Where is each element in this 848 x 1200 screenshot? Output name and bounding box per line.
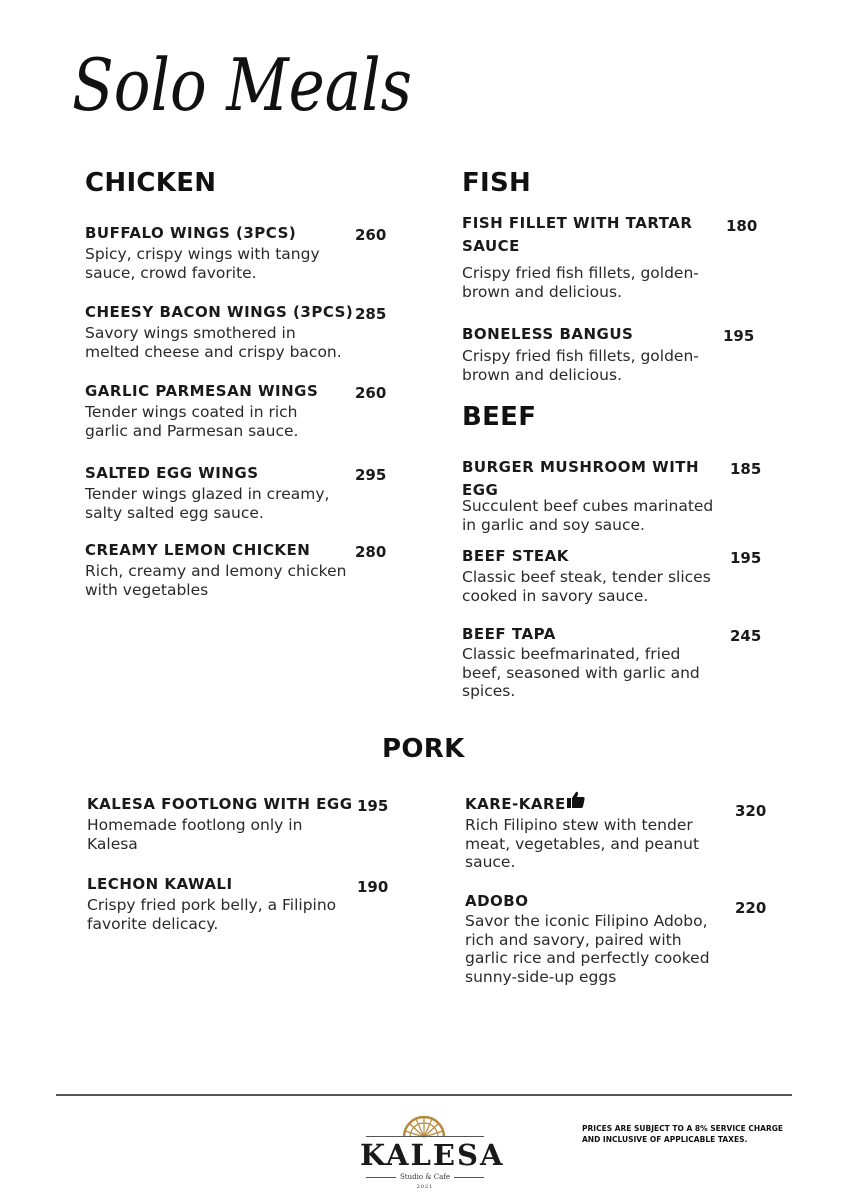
menu-item-name: BEEF TAPA [462,625,556,643]
menu-item-description: Tender wings coated in rich garlic and Parmesan sauce. [85,403,299,440]
menu-item-price: 245 [730,627,762,645]
menu-item-name: CHEESY BACON WINGS (3PCS) [85,303,354,321]
footer-divider [56,1094,792,1096]
menu-item-name: KALESA FOOTLONG WITH EGG [87,795,353,813]
menu-item-name: BUFFALO WINGS (3PCS) [85,224,297,242]
menu-item-name: BURGER MUSHROOM WITH EGG [462,458,700,499]
menu-item-description: Homemade footlong only in Kalesa [87,816,303,853]
menu-item-description: Succulent beef cubes marinated in garlic and soy sauce. [462,497,714,534]
menu-item-description: Classic beef steak, tender slices cooked in savory sauce. [462,568,711,605]
section-heading-beef: BEEF [462,402,537,432]
section-heading-chicken: CHICKEN [85,168,217,198]
menu-item-name: FISH FILLET WITH TARTAR SAUCE [462,214,693,255]
menu-item-description: Tender wings glazed in creamy, salty salted egg sauce. [85,485,330,522]
menu-item-price: 185 [730,460,762,478]
menu-item-price: 195 [357,797,389,815]
menu-item-price: 320 [735,802,767,820]
menu-item-description: Classic beefmarinated, fried beef, seasoned with garlic and spices. [462,645,700,700]
logo-subtitle: Studio & Cafe [400,1173,450,1181]
menu-item-name: BONELESS BANGUS [462,325,634,343]
menu-item-price: 195 [723,327,755,345]
logo-rule [366,1136,484,1137]
menu-item-price: 180 [726,217,758,235]
menu-item-price: 260 [355,226,387,244]
svg-text:Solo Meals: Solo Meals [72,43,412,127]
section-heading-fish: FISH [462,168,532,198]
menu-item-description: Spicy, crispy wings with tangy sauce, crowd favorite. [85,245,320,282]
logo-rule [454,1177,484,1178]
menu-item-description: Crispy fried fish fillets, golden- brown and delicious. [462,347,699,384]
menu-item-description: Savor the iconic Filipino Adobo, rich and savory, paired with garlic rice and perfectly cooked sunny-side-up eggs [465,912,710,986]
logo-year: 2021 [416,1184,434,1190]
menu-item-name: BEEF STEAK [462,547,569,565]
menu-item-price: 280 [355,543,387,561]
menu-item-price: 190 [357,878,389,896]
menu-item-name: CREAMY LEMON CHICKEN [85,541,311,559]
menu-item-name: SALTED EGG WINGS [85,464,259,482]
section-heading-pork: PORK [382,734,465,764]
menu-item-description: Crispy fried pork belly, a Filipino favorite delicacy. [87,896,337,933]
menu-item-price: 195 [730,549,762,567]
menu-item-name: KARE-KARE [465,795,566,813]
menu-item-name: LECHON KAWALI [87,875,233,893]
menu-item-name: ADOBO [465,892,529,910]
menu-item-price: 220 [735,899,767,917]
price-disclaimer: PRICES ARE SUBJECT TO A 8% SERVICE CHARGE AND INCLUSIVE OF APPLICABLE TAXES. [582,1124,784,1144]
menu-item-description: Rich, creamy and lemony chicken with vegetables [85,562,347,599]
thumbs-up-icon [566,791,586,809]
page-title [66,30,426,140]
logo: KALESA [360,1138,505,1172]
menu-item-name: GARLIC PARMESAN WINGS [85,382,319,400]
menu-item-description: Crispy fried fish fillets, golden- brown and delicious. [462,264,699,301]
menu-item-description: Rich Filipino stew with tender meat, vegetables, and peanut sauce. [465,816,700,871]
menu-item-description: Savory wings smothered in melted cheese and crispy bacon. [85,324,342,361]
wagon-wheel-icon [401,1114,447,1138]
menu-item-price: 295 [355,466,387,484]
menu-item-price: 260 [355,384,387,402]
menu-item-price: 285 [355,305,387,323]
